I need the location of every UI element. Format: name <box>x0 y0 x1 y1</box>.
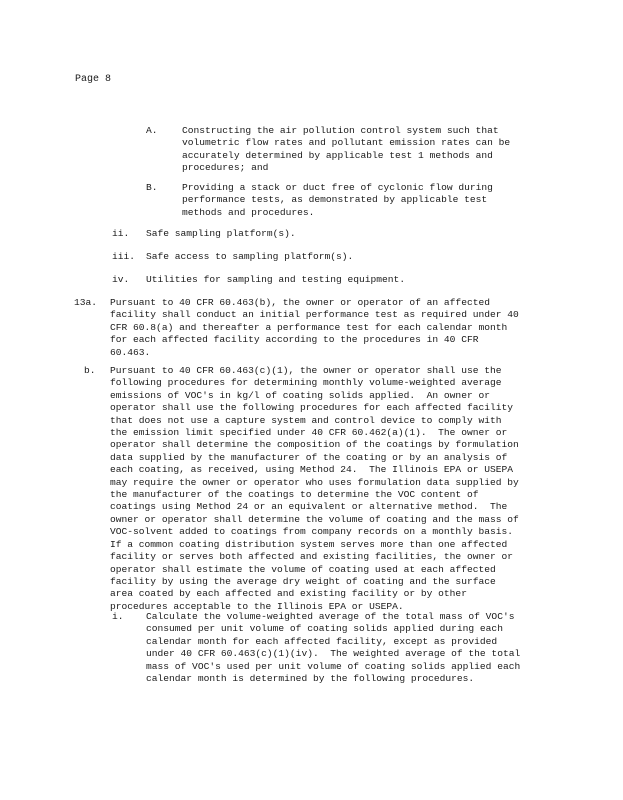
item-ii-text: Safe sampling platform(s). <box>146 228 296 239</box>
para-13a-text: Pursuant to 40 CFR 60.463(b), the owner or operator of an affected facility shall conduct an initial performance test as required under 40 CFR 60.8(a) and thereafter a performance test for each calendar month for each affected facility according to the procedures in 40 CFR 60.463. <box>110 297 519 358</box>
item-B-label: B. <box>146 182 158 193</box>
para-b-text: Pursuant to 40 CFR 60.463(c)(1), the owner or operator shall use the following procedures for determining monthly volume-weighted average emissions of VOC's in kg/l of coating solids applied. An owner or operator shall use the following procedures for each affected facility that does not use a capture system and control device to comply with the emission limit specified under 40 CFR 60.462(a)(1). The owner or operator shall determine the composition of the coatings by formulation data supplied by the manufacturer of the coating or by an analysis of each coating, as received, using Method 24. The Illinois EPA or USEPA may require the owner or operator who uses formulation data supplied by the manufacturer of the coatings to determine the VOC content of coatings using Method 24 or an equivalent or alternative method. The owner or operator shall determine the volume of coating and the mass of VOC-solvent added to coatings from company records on a monthly basis. If a common coating distribution system serves more than one affected facility or serves both affected and existing facilities, the owner or operator shall estimate the volume of coating used at each affected facility by using the average dry weight of coating and the surface area coated by each affected and existing facility or by other procedures acceptable to the Illinois EPA or USEPA. <box>110 365 519 612</box>
item-ii-label: ii. <box>112 228 130 239</box>
item-B-text: Providing a stack or duct free of cyclonic flow during performance tests, as demonstrated by applicable test methods and procedures. <box>182 182 493 218</box>
para-13a-label: 13a. <box>74 297 98 308</box>
item-i-label: i. <box>112 611 124 622</box>
item-iii-label: iii. <box>112 251 136 262</box>
item-iv-label: iv. <box>112 274 130 285</box>
item-i-text: Calculate the volume-weighted average of the total mass of VOC's consumed per unit volume of coating solids applied during each calendar month for each affected facility, except as provided under 40 CFR 60.463(c)(1)(iv). The weighted average of the total mass of VOC's used per unit volume of coating solids applied each calendar month is determined by the following procedures. <box>146 611 521 685</box>
item-iii-text: Safe access to sampling platform(s). <box>146 251 354 262</box>
item-A-text: Constructing the air pollution control system such that volumetric flow rates and pollutant emission rates can be accurately determined by applicable test 1 methods and procedures; and <box>182 125 511 174</box>
page-number: Page 8 <box>75 74 112 85</box>
para-b-label: b. <box>84 365 96 376</box>
item-A-label: A. <box>146 125 158 136</box>
item-iv-text: Utilities for sampling and testing equipment. <box>146 274 406 285</box>
